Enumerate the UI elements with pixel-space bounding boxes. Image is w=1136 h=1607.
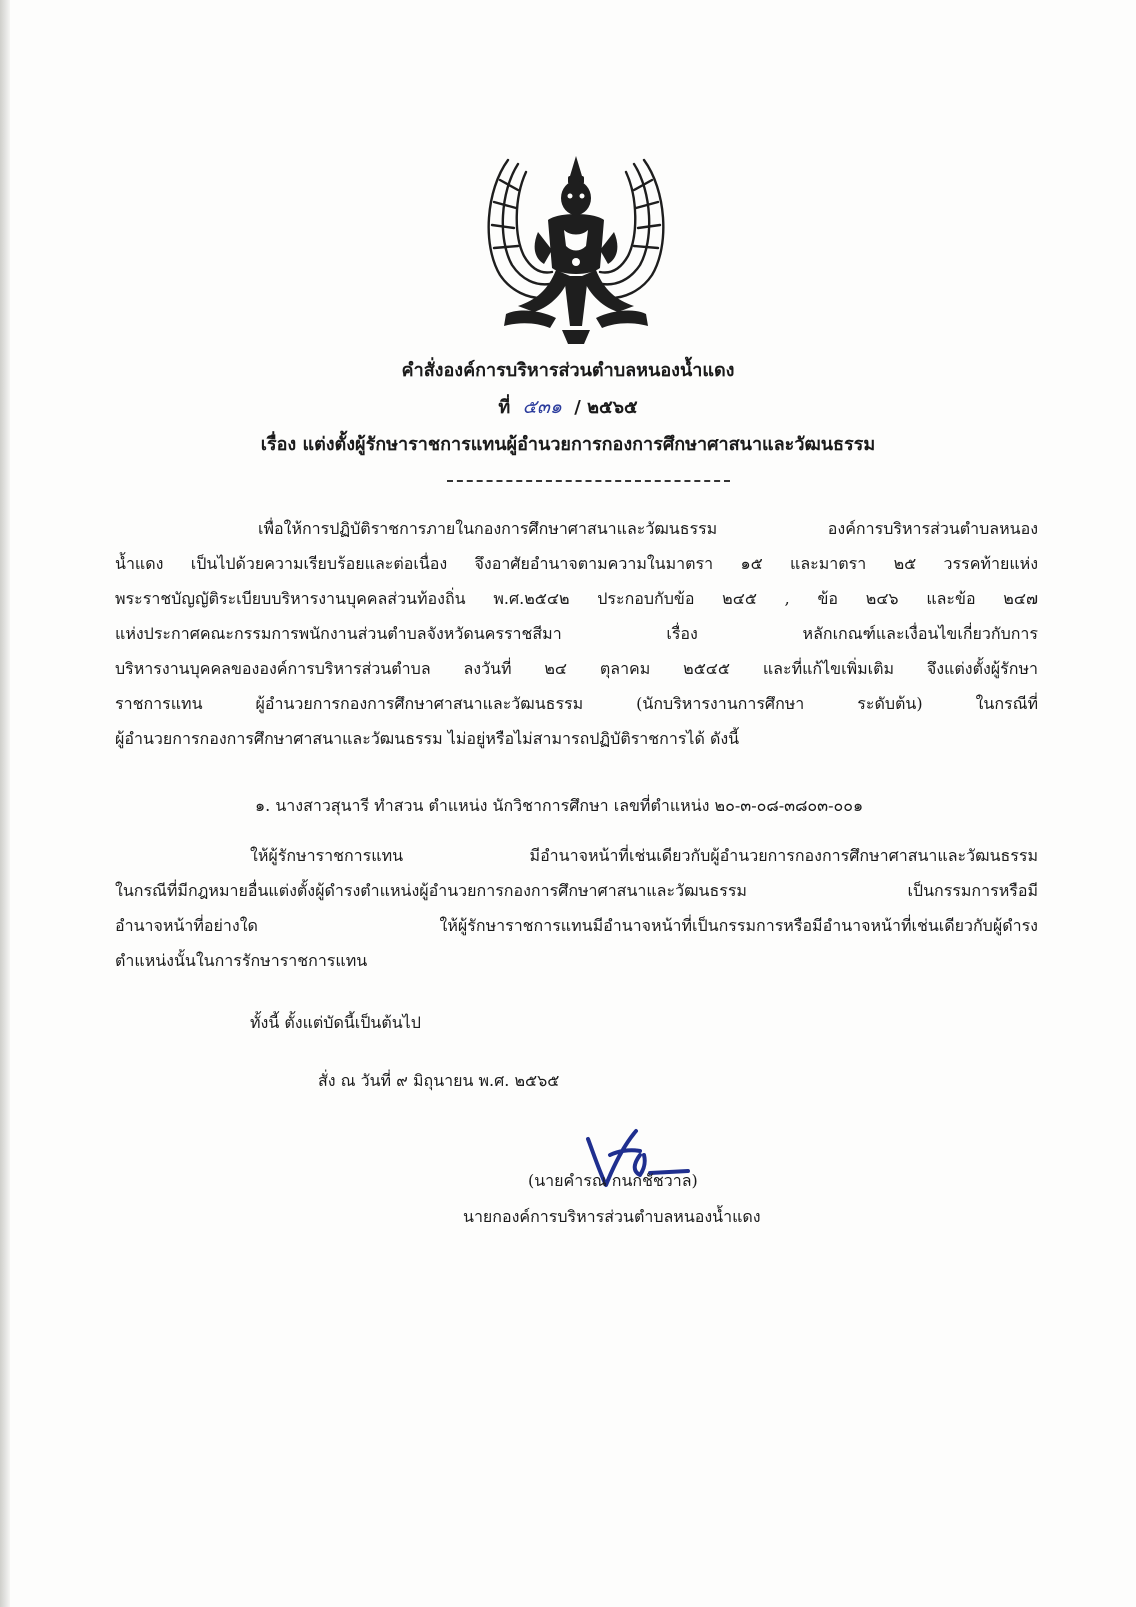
paragraph2-line: ตำแหน่งนั้นในการรักษาราชการแทน — [115, 951, 368, 970]
paragraph1-line: เพื่อให้การปฏิบัติราชการภายในกองการศึกษาศาสนาและวัฒนธรรม องค์การบริหารส่วนตำบลหนอง — [258, 519, 1038, 538]
signer-position: นายกองค์การบริหารส่วนตำบลหนองน้ำแดง — [463, 1207, 761, 1226]
effective-statement: ทั้งนี้ ตั้งแต่บัดนี้เป็นต้นไป — [250, 1013, 421, 1032]
page-edge-shadow — [0, 0, 10, 1607]
paragraph2-line: ในกรณีที่มีกฎหมายอื่นแต่งตั้งผู้ดำรงตำแหน่งผู้อำนวยการกองการศึกษาศาสนาและวัฒนธรรม เป็นกรรมการหรือมี — [115, 881, 1038, 900]
order-number-handwritten: ๕๓๑ — [522, 396, 562, 418]
order-number-prefix: ที่ — [498, 397, 511, 418]
signer-name: (นายคำรณ กนกชัชวาล) — [528, 1171, 698, 1190]
paragraph1-line: ผู้อำนวยการกองการศึกษาศาสนาและวัฒนธรรม ไม่อยู่หรือไม่สามารถปฏิบัติราชการได้ ดังนี้ — [115, 729, 740, 748]
paragraph1-line: บริหารงานบุคคลขององค์การบริหารส่วนตำบล ลงวันที่ ๒๔ ตุลาคม ๒๕๔๕ และที่แก้ไขเพิ่มเติม จึงแต่งตั้งผู้รักษา — [115, 659, 1038, 678]
order-number-line — [0, 392, 1136, 422]
garuda-emblem-icon — [478, 150, 674, 348]
order-title: คำสั่งองค์การบริหารส่วนตำบลหนองน้ำแดง — [401, 360, 735, 381]
paragraph1-line: น้ำแดง เป็นไปด้วยความเรียบร้อยและต่อเนื่อง จึงอาศัยอำนาจตามความในมาตรา ๑๕ และมาตรา ๒๕ วรรคท้ายแห่ง — [115, 554, 1038, 573]
paragraph2-line: ให้ผู้รักษาราชการแทน มีอำนาจหน้าที่เช่นเดียวกับผู้อำนวยการกองการศึกษาศาสนาและวัฒนธรรม — [250, 846, 1038, 865]
appointee-item: ๑. นางสาวสุนารี ทำสวน ตำแหน่ง นักวิชาการศึกษา เลขที่ตำแหน่ง ๒๐-๓-๐๘-๓๘๐๓-๐๐๑ — [255, 796, 864, 815]
paragraph2-line: อำนาจหน้าที่อย่างใด ให้ผู้รักษาราชการแทนมีอำนาจหน้าที่เป็นกรรมการหรือมีอำนาจหน้าที่เช่นเดียวกับผู้ดำรง — [115, 916, 1038, 935]
paragraph1-line: แห่งประกาศคณะกรรมการพนักงานส่วนตำบลจังหวัดนครราชสีมา เรื่อง หลักเกณฑ์และเงื่อนไขเกี่ยวกับการ — [115, 624, 1038, 643]
paragraph1-line: พระราชบัญญัติระเบียบบริหารงานบุคคลส่วนท้องถิ่น พ.ศ.๒๕๔๒ ประกอบกับข้อ ๒๔๕ , ข้อ ๒๔๖ และข้อ ๒๔๗ — [115, 589, 1038, 608]
paragraph1-line: ราชการแทน ผู้อำนวยการกองการศึกษาศาสนาและวัฒนธรรม (นักบริหารงานการศึกษา ระดับต้น) ในกรณีที่ — [115, 694, 1038, 713]
header-separator — [447, 480, 730, 482]
ordered-date: สั่ง ณ วันที่ ๙ มิถุนายน พ.ศ. ๒๕๖๕ — [318, 1071, 560, 1090]
order-number-year: / ๒๕๖๕ — [574, 397, 638, 418]
order-subject: เรื่อง แต่งตั้งผู้รักษาราชการแทนผู้อำนวยการกองการศึกษาศาสนาและวัฒนธรรม — [260, 434, 876, 455]
